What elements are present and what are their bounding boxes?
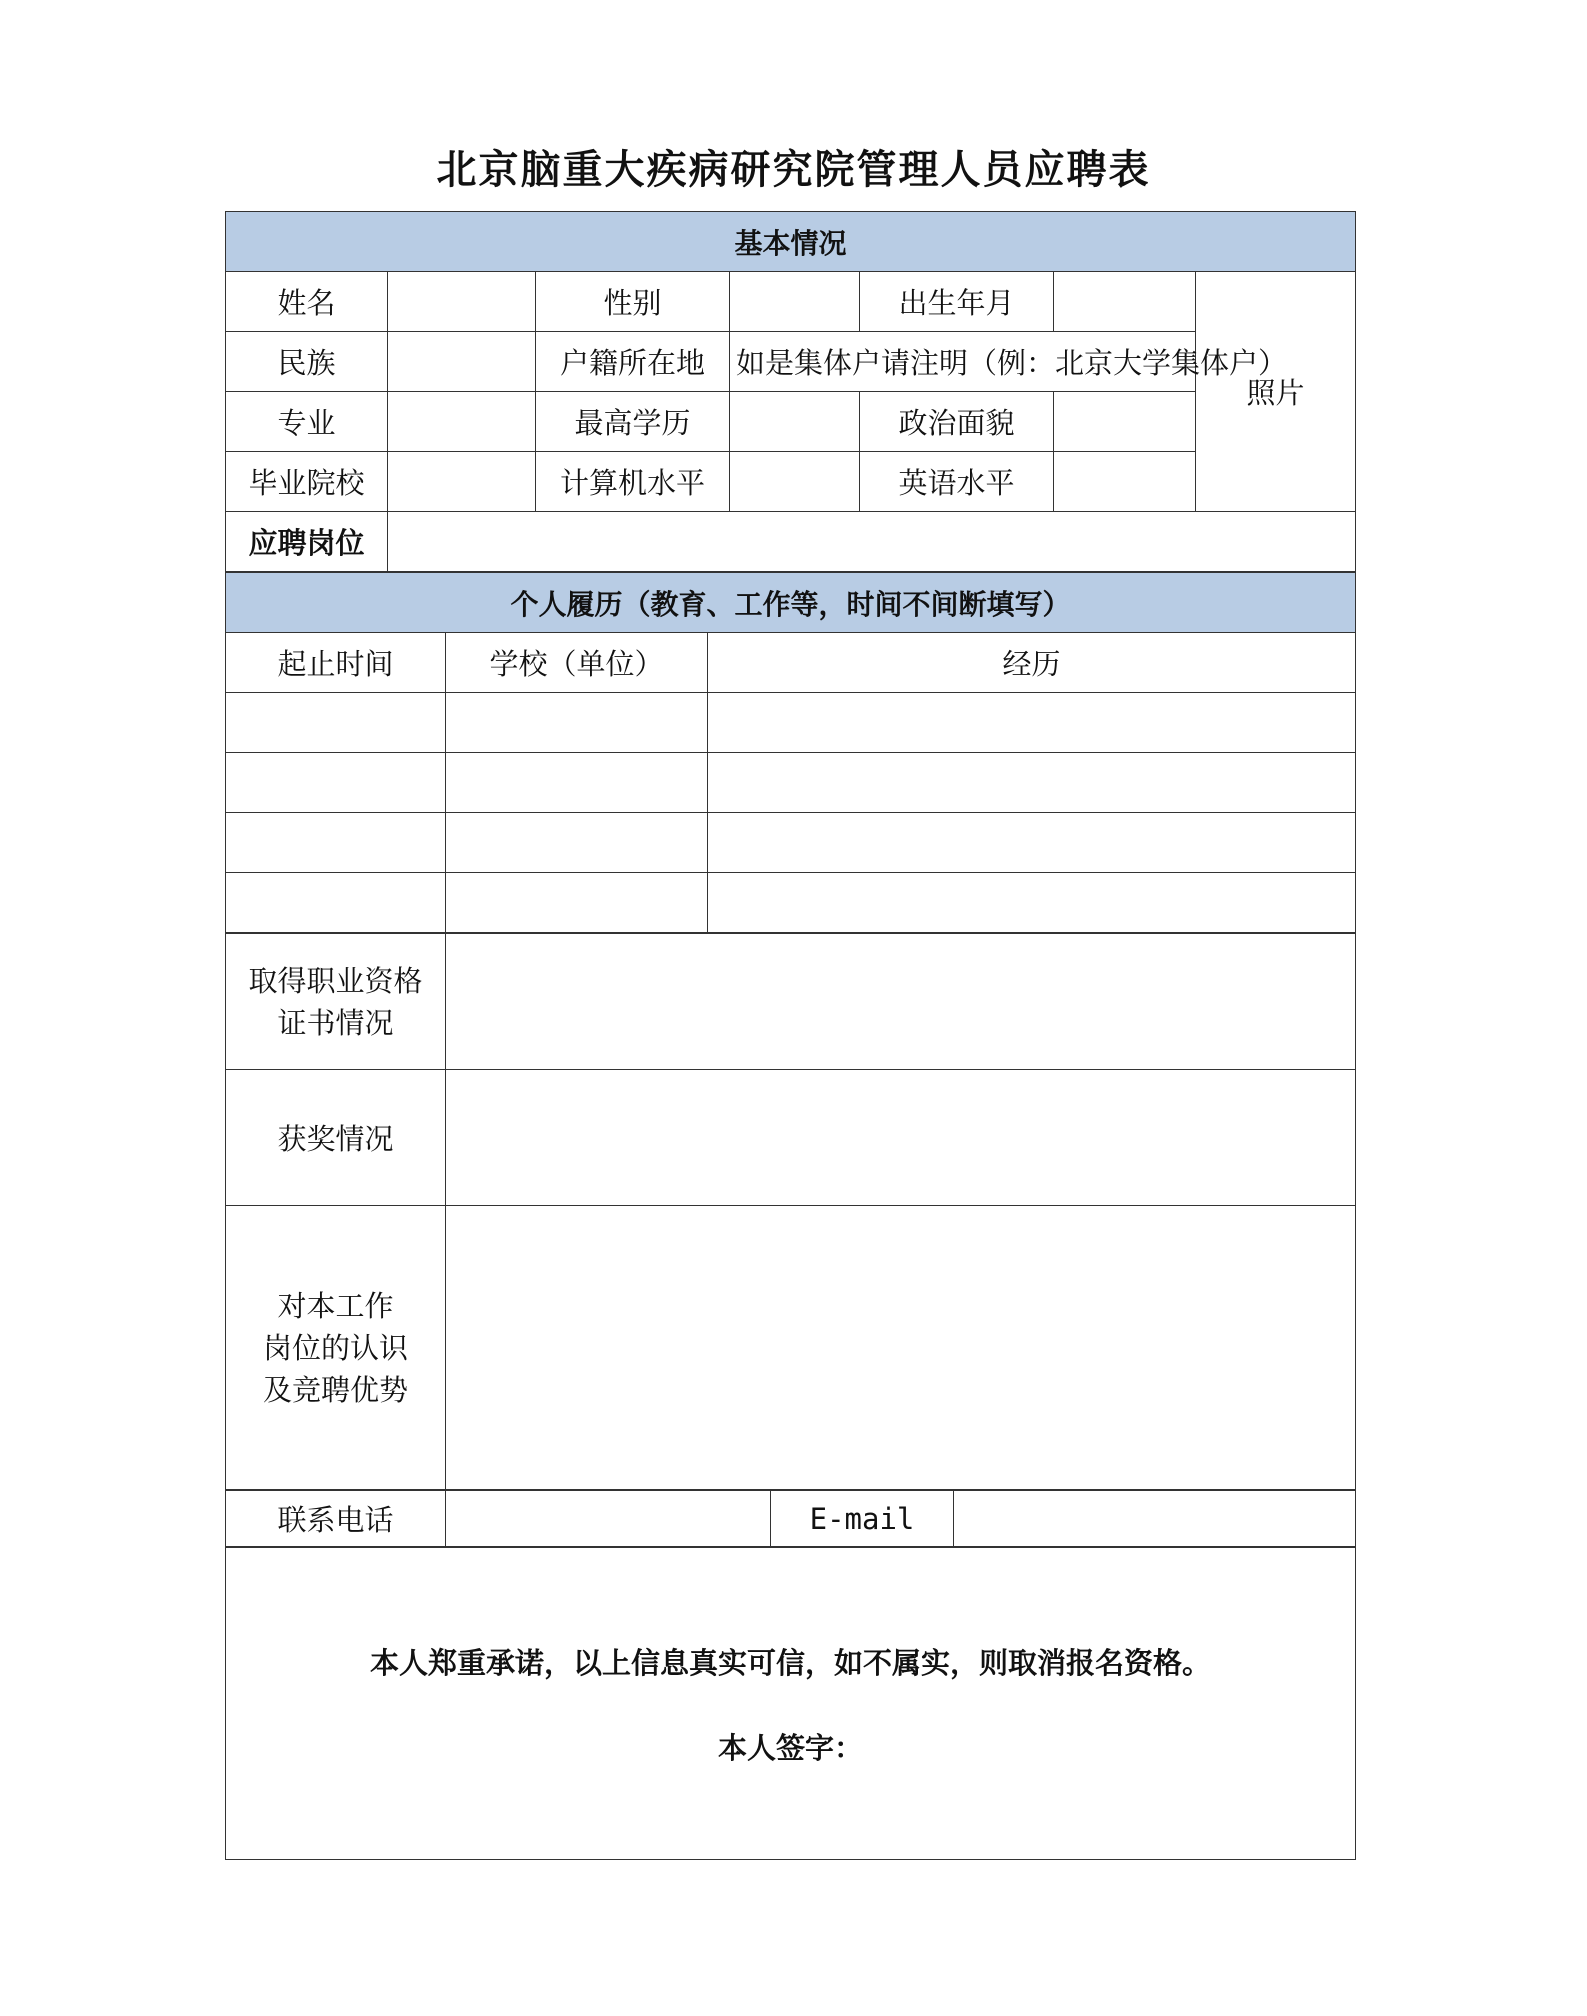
school-unit-field[interactable] (446, 753, 708, 813)
birth-field[interactable] (1054, 272, 1196, 332)
resume-header-experience: 经历 (708, 633, 1356, 693)
education-field[interactable] (730, 392, 860, 452)
gender-field[interactable] (730, 272, 860, 332)
email-field[interactable] (954, 1491, 1356, 1547)
cert-label-line2: 证书情况 (277, 1005, 394, 1040)
label-name: 姓名 (226, 272, 388, 332)
resume-table (225, 572, 1356, 933)
table-row (226, 813, 1356, 873)
label-education: 最高学历 (536, 392, 730, 452)
experience-field[interactable] (708, 873, 1356, 933)
extra-info-table (225, 933, 1356, 1490)
label-computer: 计算机水平 (536, 452, 730, 512)
school-unit-field[interactable] (446, 813, 708, 873)
page-title: 北京脑重大疾病研究院管理人员应聘表 (436, 146, 1151, 193)
label-cognition (226, 1206, 446, 1490)
label-birth: 出生年月 (860, 272, 1054, 332)
contact-table (225, 1490, 1356, 1547)
basic-info-table (225, 211, 1356, 572)
position-field[interactable] (388, 512, 1356, 572)
english-field[interactable] (1054, 452, 1196, 512)
label-certificates (226, 934, 446, 1070)
label-hukou: 户籍所在地 (536, 332, 730, 392)
cognition-field[interactable] (446, 1206, 1356, 1490)
label-school: 毕业院校 (226, 452, 388, 512)
pledge-box (226, 1548, 1356, 1860)
table-row (226, 873, 1356, 933)
label-english: 英语水平 (860, 452, 1054, 512)
experience-field[interactable] (708, 753, 1356, 813)
label-awards: 获奖情况 (226, 1070, 446, 1206)
experience-field[interactable] (708, 693, 1356, 753)
pledge-table (225, 1547, 1356, 1860)
cognition-label-line2: 岗位的认识 (262, 1330, 408, 1365)
label-email: E-mail (771, 1491, 954, 1547)
label-ethnicity: 民族 (226, 332, 388, 392)
cognition-label-line3: 及竞聘优势 (262, 1372, 408, 1407)
label-major: 专业 (226, 392, 388, 452)
period-field[interactable] (226, 753, 446, 813)
signature-label[interactable]: 本人签字： (717, 1730, 863, 1765)
pledge-statement: 本人郑重承诺，以上信息真实可信，如不属实，则取消报名资格。 (369, 1645, 1211, 1680)
period-field[interactable] (226, 873, 446, 933)
table-row (226, 753, 1356, 813)
awards-field[interactable] (446, 1070, 1356, 1206)
section-resume-header: 个人履历（教育、工作等，时间不间断填写） (226, 573, 1356, 633)
name-field[interactable] (388, 272, 536, 332)
phone-field[interactable] (446, 1491, 771, 1547)
label-political: 政治面貌 (860, 392, 1054, 452)
computer-field[interactable] (730, 452, 860, 512)
major-field[interactable] (388, 392, 536, 452)
ethnicity-field[interactable] (388, 332, 536, 392)
school-unit-field[interactable] (446, 693, 708, 753)
resume-header-period: 起止时间 (226, 633, 446, 693)
school-unit-field[interactable] (446, 873, 708, 933)
political-field[interactable] (1054, 392, 1196, 452)
section-basic-header: 基本情况 (226, 212, 1356, 272)
resume-header-school: 学校（单位） (446, 633, 708, 693)
hukou-field[interactable]: 如是集体户请注明（例：北京大学集体户） (730, 332, 1196, 392)
certificates-field[interactable] (446, 934, 1356, 1070)
label-phone: 联系电话 (226, 1491, 446, 1547)
period-field[interactable] (226, 813, 446, 873)
period-field[interactable] (226, 693, 446, 753)
experience-field[interactable] (708, 813, 1356, 873)
cognition-label-line1: 对本工作 (277, 1288, 394, 1323)
label-gender: 性别 (536, 272, 730, 332)
school-field[interactable] (388, 452, 536, 512)
application-form (225, 211, 1355, 1856)
label-position: 应聘岗位 (226, 512, 388, 572)
photo-box[interactable]: 照片 (1196, 272, 1356, 512)
table-row (226, 693, 1356, 753)
cert-label-line1: 取得职业资格 (248, 963, 423, 998)
